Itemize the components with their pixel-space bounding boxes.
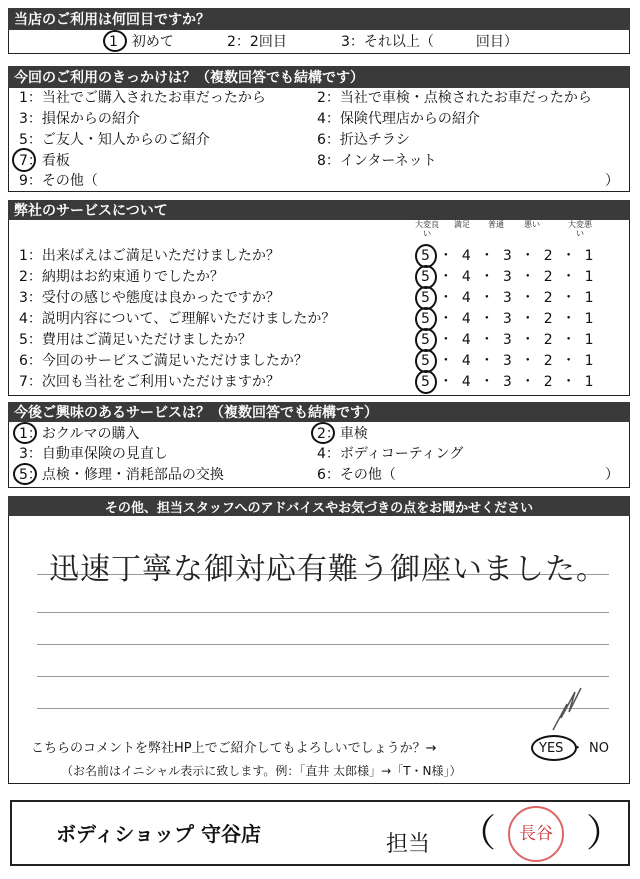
- q3-scale-7[interactable]: 5・4・3・2・1: [421, 374, 603, 390]
- scale-label-4: 満足: [454, 220, 470, 229]
- q2-selection-circle: [12, 148, 36, 172]
- q3-header-text: 弊社のサービスについて: [14, 203, 168, 219]
- q4-circle-5: [13, 463, 37, 485]
- q2-option-5[interactable]: 5：ご友人・知人からのご紹介: [19, 132, 210, 148]
- q5-header-text: その他、担当スタッフへのアドバイスやお気づきの点をお聞かせください: [104, 500, 534, 516]
- staff-label: 担当: [386, 832, 431, 857]
- q2-header-text: 今回のご利用のきっかけは？（複数回答でも結構です）: [14, 70, 364, 86]
- consent-separator: ・: [571, 741, 585, 756]
- q3-question-6: 6：今回のサービスご満足いただけましたか？: [19, 353, 308, 369]
- comment-line-5: [37, 708, 609, 709]
- q1-option-2[interactable]: 2：2回目: [227, 34, 287, 50]
- q2-option-9[interactable]: 9：その他（: [19, 173, 98, 189]
- q4-option-6[interactable]: 6：その他（: [317, 467, 396, 483]
- comment-line-4: [37, 676, 609, 677]
- scale-label-5: 大変良い: [415, 220, 439, 238]
- staff-paren-open: （: [458, 811, 497, 855]
- q4-circle-2: [311, 422, 335, 444]
- q4-option-3[interactable]: 3：自動車保険の見直し: [19, 446, 168, 462]
- q3-scale-6[interactable]: 5・4・3・2・1: [421, 353, 603, 369]
- q3-box: [8, 220, 630, 396]
- q5-header: [8, 496, 630, 516]
- q2-option-3[interactable]: 3：損保からの紹介: [19, 111, 140, 127]
- consent-question: こちらのコメントを弊社HP上でご紹介してもよろしいでしょうか？→: [31, 741, 437, 756]
- q2-option-2[interactable]: 2：当社で車検・点検されたお車だったから: [317, 90, 592, 106]
- q4-option-5[interactable]: 5：点検・修理・消耗部品の交換: [19, 467, 224, 483]
- q3-question-5: 5：費用はご満足いただけましたか？: [19, 332, 252, 348]
- q3-circle-7: [415, 370, 437, 394]
- staff-paren-close: ）: [586, 811, 625, 855]
- pen-squiggle-icon: [549, 684, 589, 734]
- q1-box: [8, 30, 630, 54]
- initials-note: （お名前はイニシャル表示に致します。例：「直井 太郎様」→「T・N様」）: [61, 764, 462, 778]
- q4-header: [8, 402, 630, 422]
- q1-option-3[interactable]: 3：それ以上（ 回目）: [341, 34, 518, 50]
- q2-option-4[interactable]: 4：保険代理店からの紹介: [317, 111, 480, 127]
- consent-yes-circle: [531, 735, 577, 761]
- q2-option-1[interactable]: 1：当社でご購入されたお車だったから: [19, 90, 266, 106]
- q3-question-3: 3：受付の感じや態度は良かったですか？: [19, 290, 280, 306]
- q1-header-text: 当店のご利用は何回目ですか？: [14, 12, 210, 28]
- q4-option-1[interactable]: 1：おクルマの購入: [19, 426, 140, 442]
- q3-question-2: 2：納期はお約束通りでしたか？: [19, 269, 224, 285]
- comment-line-3: [37, 644, 609, 645]
- consent-no[interactable]: NO: [589, 741, 609, 756]
- q3-scale-5[interactable]: 5・4・3・2・1: [421, 332, 603, 348]
- scale-label-1: 大変悪い: [568, 220, 592, 238]
- q3-question-1: 1：出来ばえはご満足いただけましたか？: [19, 248, 280, 264]
- footer-box: [10, 800, 630, 866]
- q3-question-7: 7：次回も当社をご利用いただけますか？: [19, 374, 280, 390]
- q2-box: [8, 88, 630, 192]
- q4-header-text: 今後ご興味のあるサービスは？（複数回答でも結構です）: [14, 405, 378, 421]
- staff-stamp: [508, 806, 564, 862]
- q4-box: [8, 422, 630, 488]
- q3-scale-3[interactable]: 5・4・3・2・1: [421, 290, 603, 306]
- q3-scale-4[interactable]: 5・4・3・2・1: [421, 311, 603, 327]
- q2-option-9-close: ）: [605, 173, 619, 189]
- q2-option-8[interactable]: 8：インターネット: [317, 153, 437, 169]
- q3-scale-1[interactable]: 5・4・3・2・1: [421, 248, 603, 264]
- scale-label-3: 普通: [488, 220, 504, 229]
- staff-stamp-text: 長谷: [519, 824, 553, 844]
- shop-name: ボディショップ 守谷店: [56, 822, 261, 846]
- q1-header: [8, 8, 630, 30]
- q2-option-6[interactable]: 6：折込チラシ: [317, 132, 410, 148]
- q3-header: [8, 200, 630, 220]
- q4-option-2[interactable]: 2：車検: [317, 426, 368, 442]
- q4-circle-1: [13, 422, 37, 444]
- q2-header: [8, 66, 630, 88]
- q1-selection-circle: [103, 30, 127, 52]
- q4-option-6-close: ）: [605, 467, 619, 483]
- q2-option-7[interactable]: 7：看板: [19, 153, 70, 169]
- handwritten-comment[interactable]: 迅速丁寧な御対応有難う御座いました。: [49, 552, 607, 587]
- comment-line-2: [37, 612, 609, 613]
- consent-yes[interactable]: YES: [539, 741, 564, 756]
- q5-box: [8, 516, 630, 784]
- scale-label-2: 悪い: [524, 220, 540, 229]
- q1-option-1[interactable]: 1 初めて: [109, 34, 174, 50]
- q3-scale-2[interactable]: 5・4・3・2・1: [421, 269, 603, 285]
- q3-question-4: 4：説明内容について、ご理解いただけましたか？: [19, 311, 336, 327]
- q4-option-4[interactable]: 4：ボディコーティング: [317, 446, 464, 462]
